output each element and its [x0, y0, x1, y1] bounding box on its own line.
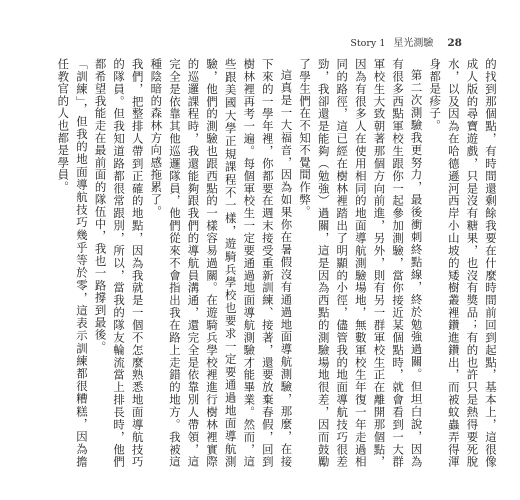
story-label: Story 1: [350, 38, 386, 49]
paragraph: 「訓練」，但我的地面導航技巧幾乎等於零，這表示訓練都很糟糕，因為擔任教官的人也都是學員。: [56, 58, 89, 468]
vertical-body-text: [56, 58, 500, 468]
running-header: [350, 34, 462, 49]
paragraph: 這真是一大福音，因為如果你在暑假沒有通過地面導航測驗，那麼，在接下來的一學年裡，你都要在週末接受重新訓練、接著，還要放棄春假，回到樹林裡再考一遍。每個軍校生一定要通過地面導航測驗才能畢業。然而，這些跟美國大學正規課程不一樣，遊騎兵學校也要求一定要通過地面導航測驗，他們的測驗也跟西點的一樣容易過關。在遊騎兵學校裡進行樹林裡實際的巡邏課程時，我還能夠跟我們的導航員溝通，還完全是依靠別人帶領，這完全是依靠其他巡邏隊員，他們從來不會指出我在路上走錯的地方。我被這種陰暗的森林方向感拖累了。: [149, 58, 294, 468]
paragraph: 的找到那個點，有時間還剩餘我要在什麼時間前回到起點，基本上，這很像成人版的尋寶遊戲，只是沒有糖果，也沒有獎品；有的也許只是熱得要死脫水，以及因為在哈德遜河西岸小山坡的矮樹叢裡鑽進鑽出，而被蚊蟲弄得渾身都是疹子。: [428, 58, 498, 468]
paragraph: 第二次測驗我更努力，最後衝刺終點線，終於勉強過關。但坦白說，因為有很多西點軍校生跟你一起參加測驗，當你接近某個點時，就會看到一大群軍校生大致朝著那個方向前進，另外，則有另一群軍校生正在離開那個點，因為有很多人在使用相同的地面導航測驗場地，無數軍校生年復一年走過相同的路徑，這已經在樹林裡踏出了明顯的小徑，儘管我的地面導航技巧很差勁，我卻還是能夠（勉強）過關，這是因為西點的測驗場地很差，因而鼓勵了學生們在不知不覺間作弊。: [298, 58, 424, 468]
chapter-title: 星光測驗: [393, 38, 434, 49]
paragraph: 我們，把整排人帶到正確的地點，因為我就是一個不怎麼熟悉地面導航技巧的隊員。但我知道路都很常跟別，所以，當我的隊友輪流當上排長時，他們都希望我能走在最前面的隊伍中，我也一路撐到最後。: [93, 58, 145, 468]
page-number: 28: [447, 37, 462, 49]
